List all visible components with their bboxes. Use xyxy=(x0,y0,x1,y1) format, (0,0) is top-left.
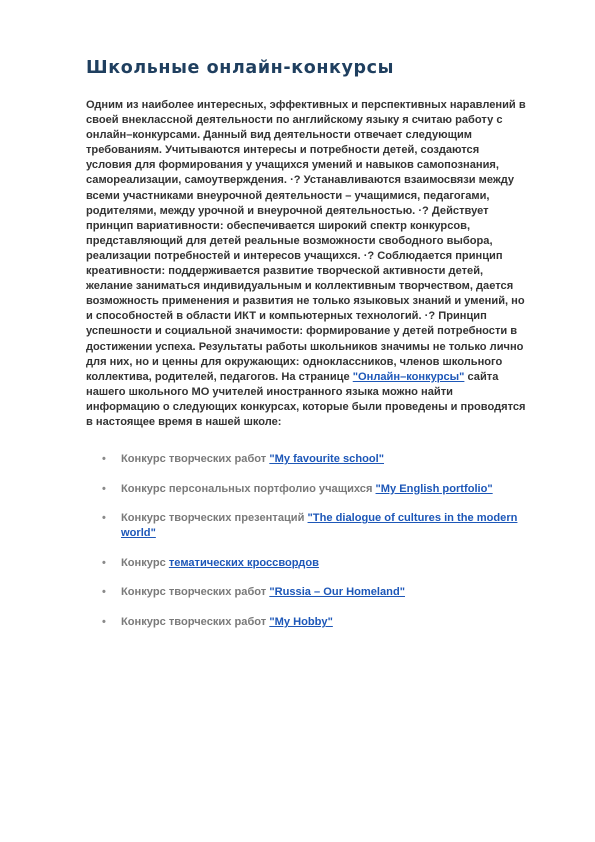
contest-item-favourite-school xyxy=(86,452,526,467)
bullet-icon: • xyxy=(102,616,106,629)
contest-link-favourite-school[interactable]: "My favourite school" xyxy=(269,453,385,465)
contest-label: Конкурс творческих презентаций xyxy=(121,512,308,525)
contest-list xyxy=(86,452,526,645)
intro-paragraph xyxy=(86,98,526,430)
bullet-icon: • xyxy=(102,453,106,465)
bullet-icon: • xyxy=(102,586,106,599)
contest-label: Конкурс творческих работ xyxy=(121,453,270,465)
contest-link-crosswords[interactable]: тематических кроссвордов xyxy=(168,556,319,569)
contest-item-my-hobby xyxy=(86,615,526,630)
contest-label: Конкурс творческих работ xyxy=(121,586,270,599)
online-contests-link[interactable]: "Онлайн–конкурсы" xyxy=(352,370,465,383)
bullet-icon: • xyxy=(102,512,106,525)
contest-link-russia-homeland[interactable]: "Russia – Our Homeland" xyxy=(269,586,405,599)
intro-text-after-link: сайта нашего школьного МО учителей иностранного языка можно найти информацию о следующих конкурсах, которые были проведены и проводятся в настоящее время в нашей школе: xyxy=(86,370,526,428)
contest-label: Конкурс персональных портфолио учащихся xyxy=(121,482,376,495)
contest-item-russia-homeland xyxy=(86,585,526,600)
bullet-icon: • xyxy=(102,556,106,569)
page-title: Школьные онлайн-конкурсы xyxy=(86,58,395,78)
contest-label: Конкурс творческих работ xyxy=(121,616,270,629)
intro-text-before-link: Одним из наиболее интересных, эффективных и перспективных наравлений в своей внеклассной деятельности по английскому языку я считаю работу с онлайн–конкурсами. Данный вид деятельности отвечает следующим требованиям. Учитываются интересы и потребности детей, создаются условия для формирования у учащихся умений и навыков самопознания, самореализации, самоутверждения. ·? Устанавливаются взаимосвязи между всеми участниками внеурочной деятельности – учащимися, педагогами, родителями, между урочной и внеурочной деятельностью. ·? Действует принцип вариативности: обеспечивается широкий спектр конкурсов, представляющий для детей реальные возможности свободного выбора, реализации потребностей и интересов учащихся. ·? Соблюдается принцип креативности: поддерживается развитие творческой активности детей, желание заниматься индивидуальным и коллективным творчеством, дается возможность применения и развития не только языковых знаний и умений, но и способностей в области ИКТ и компьютерных технологий. ·? Принцип успешности и социальной значимости: формирование у детей потребности в достижении успеха. Результаты работы школьников значимы не только лично для них, но и ценны для окружающих: одноклассников, членов школьного коллектива, родителей, педагогов. На странице xyxy=(86,99,526,383)
contest-item-dialogue-of-cultures xyxy=(86,511,526,541)
contest-link-my-hobby[interactable]: "My Hobby" xyxy=(269,616,333,629)
contest-link-dialogue-of-cultures[interactable]: "The dialogue of cultures in the modern world" xyxy=(121,512,518,540)
contest-link-english-portfolio[interactable]: "My English portfolio" xyxy=(375,482,493,495)
contest-item-english-portfolio xyxy=(86,482,526,497)
contest-label: Конкурс xyxy=(121,556,169,569)
bullet-icon: • xyxy=(102,482,106,495)
contest-item-crosswords xyxy=(86,556,526,571)
